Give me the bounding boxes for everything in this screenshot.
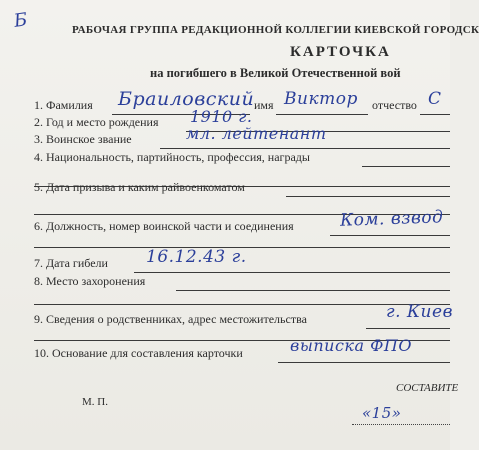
field-10-line: [278, 362, 450, 363]
compiled-label: СОСТАВИТЕ: [396, 382, 459, 394]
field-2-label: 2. Год и место рождения: [34, 115, 159, 129]
field-6-label: 6. Должность, номер воинской части и соединения: [34, 219, 294, 233]
field-6-line: [330, 235, 450, 236]
field-7-line: [134, 272, 450, 273]
compiled-date: «15»: [362, 404, 402, 422]
card-title: КАРТОЧКА: [290, 44, 391, 60]
field-3-line: [160, 148, 450, 149]
field-8-label: 8. Место захоронения: [34, 274, 146, 288]
patronymic-label: отчество: [372, 98, 417, 112]
compiled-date-line: [352, 424, 450, 425]
field-8-line: [176, 290, 450, 291]
card-header: РАБОЧАЯ ГРУППА РЕДАКЦИОННОЙ КОЛЛЕГИИ КИЕВСКОЙ ГОРОДСК: [72, 24, 479, 36]
rank-value: мл. лейтенант: [186, 124, 327, 143]
field-4-line-a: [362, 166, 450, 167]
field-7-label: 7. Дата гибели: [34, 256, 108, 270]
death-date-value: 16.12.43 г.: [146, 247, 247, 267]
name-line: [276, 114, 368, 115]
field-1-label: 1. Фамилия: [34, 98, 93, 112]
birth-value: 1910 г.: [190, 107, 253, 126]
card-subtitle: на погибшего в Великой Отечественной вой: [150, 66, 401, 80]
field-3-label: 3. Воинское звание: [34, 132, 132, 146]
position-value: Ком. взвод: [339, 207, 444, 231]
corner-handwritten-mark: Б: [12, 9, 30, 32]
stamp-label: М. П.: [82, 396, 108, 408]
name-label: имя: [254, 98, 274, 112]
basis-value: выписка ФПО: [290, 336, 412, 355]
field-5-line: [286, 196, 450, 197]
field-5-label: 5. Дата призыва и каким райвоенкоматом: [34, 180, 245, 194]
patronymic-value: С: [428, 89, 442, 109]
relatives-value: г. Киев: [386, 302, 453, 322]
name-value: Виктор: [284, 89, 358, 109]
field-9-label: 9. Сведения о родственниках, адрес местожительства: [34, 312, 307, 326]
field-4-label: 4. Национальность, партийность, профессия, награды: [34, 150, 310, 164]
field-10-label: 10. Основание для составления карточки: [34, 346, 243, 360]
patronymic-line: [420, 114, 450, 115]
field-9-line: [366, 328, 450, 329]
surname-value: Браиловский: [118, 88, 255, 110]
